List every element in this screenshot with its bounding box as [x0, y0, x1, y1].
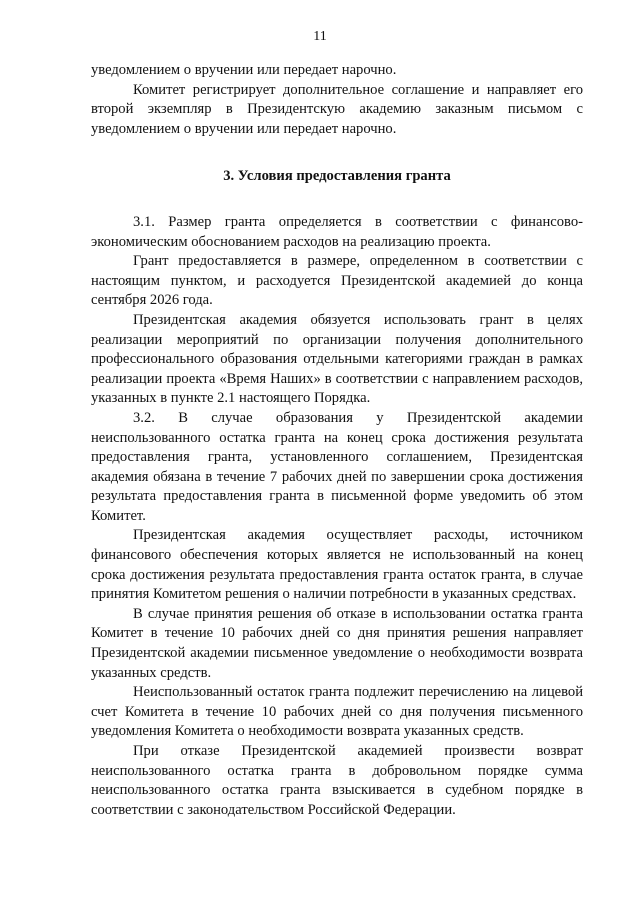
paragraph-3-2: 3.2. В случае образования у Президентской академии неиспользованного остатка гранта на конец срока достижения результата предоставления гранта, установленного соглашением, Президентская академия обязана в течение 7 рабочих дней по завершении срока достижения результата предоставления гранта в письменной форме уведомить об этом Комитет. — [91, 409, 583, 524]
paragraph-continuation: уведомлением о вручении или передает нарочно. — [91, 62, 397, 78]
paragraph-recovery: При отказе Президентской академией произвести возврат неиспользованного остатка гранта в добровольном порядке сумма неиспользованного остатка гранта взыскивается в судебном порядке в соответствии с законодательством Российской Федерации. — [91, 743, 583, 818]
section-heading: 3. Условия предоставления гранта — [223, 168, 451, 185]
page-number: 11 — [313, 29, 327, 44]
paragraph-3-1: 3.1. Размер гранта определяется в соответствии с финансово-экономическим обоснованием расходов на реализацию проекта. — [91, 213, 583, 250]
paragraph-refusal: В случае принятия решения об отказе в использовании остатка гранта Комитет в течение 10 рабочих дней со дня принятия решения направляет Президентской академии письменное уведомление о необходимости возврата указанных средств. — [91, 605, 583, 681]
document-body — [91, 61, 583, 820]
paragraph-registration: Комитет регистрирует дополнительное соглашение и направляет его второй экземпляр в Президентскую академию заказным письмом с уведомлением о вручении или передает нарочно. — [91, 81, 583, 137]
paragraph-grant-period: Грант предоставляется в размере, определенном в соответствии с настоящим пунктом, и расходуется Президентской академией до конца сентября 2026 года. — [91, 253, 583, 309]
paragraph-transfer: Неиспользованный остаток гранта подлежит перечислению на лицевой счет Комитета в течение 10 рабочих дней со дня получения письменного уведомления Комитета о необходимости возврата указанных средств. — [91, 684, 583, 740]
paragraph-expenses: Президентская академия осуществляет расходы, источником финансового обеспечения которых является не использованный на конец срока достижения результата предоставления гранта остаток гранта, в случае принятия Комитетом решения о наличии потребности в указанных средствах. — [91, 527, 583, 603]
paragraph-grant-usage: Президентская академия обязуется использовать грант в целях реализации мероприятий по организации получения дополнительного профессионального образования отдельными категориями граждан в рамках реализации проекта «Время Наших» в соответствии с направлением расходов, указанных в пункте 2.1 настоящего Порядка. — [91, 311, 583, 407]
